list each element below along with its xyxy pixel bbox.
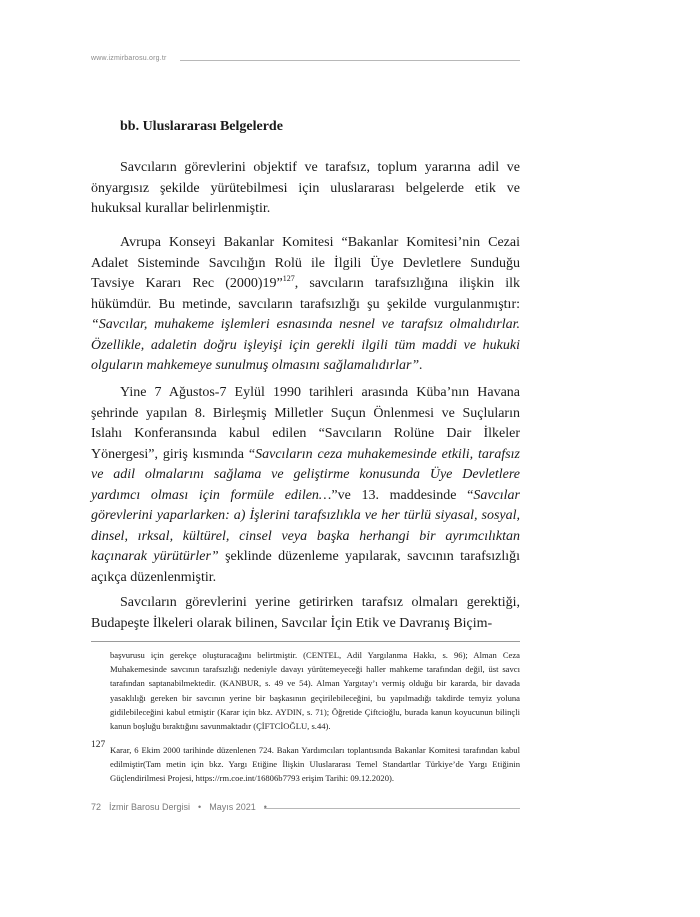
- paragraph-4: [91, 593, 520, 634]
- footnote-ref-127[interactable]: 127: [282, 274, 295, 283]
- footnote-continuation: başvurusu için gerekçe oluşturacağını belirtmiştir. (CENTEL, Adil Yargılanma Hakkı, s. 96); Alman Ceza Muhakemesinde savcının tarafsızlığı nedeniyle davayı yürütemeyeceği haller mahkeme tarafından değil, üst savcı tarafından saptanabilmektedir. (KANBUR, s. 49 ve 54). Alman Yargıtay’ı vermiş olduğu bir kararda, bir davada yasaklılığı gereken bir savcının yerine bir başkasının geçirilebileceğini, bu yapılmadığı takdirde temyiz yoluna gidilebileceğini kabul etmiştir (Karar için bkz. AYDIN, s. 71); Öğretide Çiftcioğlu, burada kanun koyucunun bilinçli kanun boşluğu bıraktığını savunmaktadır (ÇİFTCİOĞLU, s.44).: [110, 650, 520, 732]
- paragraph-3-text-c: şeklinde düzenleme yapılarak, savcının tarafsızlığı açıkça düzenlenmiştir.: [91, 549, 520, 585]
- footnote-127-number: 127: [91, 740, 106, 750]
- paragraph-1: [91, 158, 520, 220]
- paragraph-3-quote-2: Savcılar görevlerini yaparlarken: a) İşlerini tarafsızlıkla ve her türlü siyasal, sosyal, dinsel, ırksal, kültürel, cinsel veya başka herhangi bir ayrımcılıktan kaçınarak yürütürler”: [91, 487, 520, 564]
- issue-date: Mayıs 2021: [209, 802, 256, 812]
- footer-bullet-2: •: [263, 802, 267, 812]
- paragraph-2-quote: “Savcılar, muhakeme işlemleri esnasında nesnel ve tarafsız olmalıdırlar. Özellikle, adaletin doğru işleyişi için gerekli ilgili tüm maddi ve hukuki olguların mahkemeye sunulmuş olmasını sağlamalıdırlar”.: [91, 317, 520, 373]
- journal-name: İzmir Barosu Dergisi: [109, 802, 191, 812]
- footnote-127-text: Karar, 6 Ekim 2000 tarihinde düzenlenen 724. Bakan Yardımcıları toplantısında Bakanlar Komitesi tarafından kabul edilmiştir(Tam metin için bkz. Yargı Etiğine İlişkin Uluslararası Temel Standartlar Türkiye’de Yargı Etiğinin Güçlendirilmesi Projesi, https://rm.coe.int/16806b7793 erişim Tarihi: 09.12.2020).: [110, 745, 520, 784]
- footnote-separator: [91, 641, 520, 642]
- header-url: www.izmirbarosu.org.tr: [91, 55, 167, 62]
- paragraph-4-text: Savcıların görevlerini yerine getirirken tarafsız olmaları gerektiği, Budapeşte İlkeleri olarak bilinen, Savcılar İçin Etik ve Davranış Biçim-: [91, 595, 520, 631]
- header-rule: [180, 60, 520, 61]
- footer-bullet: •: [198, 802, 202, 812]
- paragraph-2: [91, 233, 520, 377]
- paragraph-3-text-b: ”ve 13. maddesinde “: [331, 487, 474, 503]
- paragraph-1-text: Savcıların görevlerini objektif ve tarafsız, toplum yararına adil ve önyargısız şekilde yürütebilmesi için uluslararası belgelerde etik ve hukuksal kurallar belirlenmiştir.: [91, 160, 520, 216]
- section-heading: bb. Uluslararası Belgelerde: [120, 119, 283, 134]
- paragraph-3-quote-1: Savcıların ceza muhakemesinde etkili, tarafsız ve adil olmalarını sağlama ve geliştirme konusunda Üye Devletlere yardımcı olması için formüle edilen…: [91, 446, 520, 503]
- paragraph-2-text-b: , savcıların tarafsızlığına ilişkin ilk hükümdür. Bu metinde, savcıların tarafsızlığı şu şekilde vurgulanmıştır:: [91, 276, 520, 312]
- page-number: 72: [91, 802, 102, 812]
- page-footer: [91, 802, 267, 812]
- footer-rule: [264, 808, 520, 809]
- paragraph-3: [91, 383, 520, 588]
- paragraph-3-text-a: Yine 7 Ağustos-7 Eylül 1990 tarihleri arasında Küba’nın Havana şehrinde yapılan 8. Birleşmiş Milletler Suçun Önlenmesi ve Suçluların Islahı Konferansında kabul edilen “Savcıların Rolüne Dair İlkeler Yönergesi”, giriş kısmında “: [91, 385, 520, 462]
- paragraph-2-text-a: Avrupa Konseyi Bakanlar Komitesi “Bakanlar Komitesi’nin Cezai Adalet Sisteminde Savcılığın Rolü ile İlgili Üye Devletlere Sunduğu Tavsiye Kararı Rec (2000)19”: [91, 235, 520, 291]
